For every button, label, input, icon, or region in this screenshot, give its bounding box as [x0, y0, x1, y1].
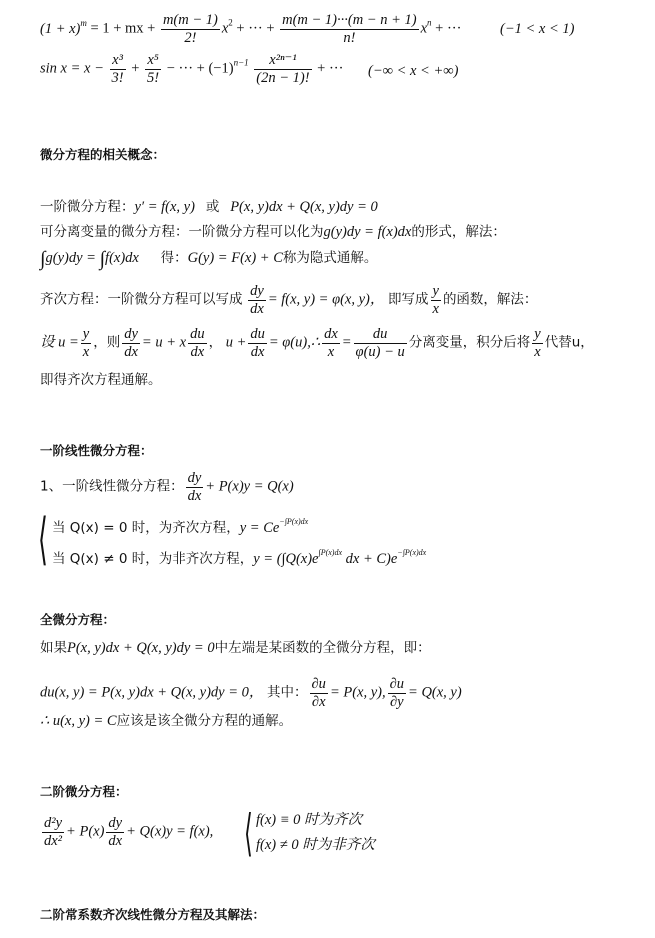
concepts-heading: 微分方程的相关概念： — [40, 147, 166, 162]
du-over-phi-fraction: $\frac{du}{\varphi(u) - u}$ — [355, 326, 405, 360]
integral-sign-icon: ∫ — [99, 248, 106, 270]
partial-u-x-fraction: $\frac{\partial u}{\partial x}$ — [311, 676, 326, 710]
constant-coefficient-heading: 二阶常系数齐次线性微分方程及其解法： — [40, 907, 266, 922]
separable-solution: ∫g(y)dy = ∫f(x)dx 得：G(y) = F(x) + C称为隐式通解。 — [40, 248, 378, 270]
exact-definition: 如果P(x, y)dx + Q(x, y)dy = 0中左端是某函数的全微分方程，即： — [40, 640, 431, 656]
sine-fraction-3: $\frac{\text{x²ⁿ⁻¹}}{(2n - 1)!}$ — [256, 52, 310, 86]
sine-series-formula: sin x = x − $\frac{\text{x³}}{3!}$ + $\frac{\text{x⁵}}{5!}$ − ··· + $(-1)^{n-1}$ $\frac{\text{x²ⁿ⁻¹}}{(2n - 1)!}$ + ··· — [40, 52, 344, 86]
sine-range: (−∞ < x < +∞) — [368, 63, 459, 79]
linear-heading: 一阶线性微分方程： — [40, 443, 153, 458]
dy-dx-fraction: $\frac{dy}{dx}$ — [108, 815, 123, 849]
homogeneous-solution: 设 u = $\frac{y}{x}$ ，则 $\frac{dy}{dx}$ = u + x $\frac{du}{dx}$ ， u + $\frac{du}{dx}$ = φ(u),∴ $\frac{dx}{x}$ = $\frac{du}{\varphi(u) - u}$ 分离变量，积分后将 $\frac{y}{x}$ 代替u， — [40, 326, 594, 360]
second-order-case-homogeneous: f(x) ≡ 0 时为齐次 — [256, 812, 363, 828]
first-order-definition: 一阶微分方程：y′ = f(x, y) 或 P(x, y)dx + Q(x, y)dy = 0 — [40, 199, 378, 215]
dy-dx-fraction: $\frac{dy}{dx}$ — [124, 326, 138, 360]
exact-total-differential: du(x, y) = P(x, y)dx + Q(x, y)dy = 0， 其中： $\frac{\partial u}{\partial x}$ = P(x, y), $\frac{\partial u}{\partial y}$ = Q(x, y) — [40, 676, 462, 710]
second-order-heading: 二阶微分方程： — [40, 784, 128, 799]
dx-over-x-fraction: $\frac{dx}{x}$ — [324, 326, 338, 360]
y-over-x-fraction: $\frac{y}{x}$ — [82, 326, 90, 360]
binomial-fraction-2: $\frac{m(m - 1)\cdot\cdot\cdot(m - n + 1)}{n!}$ — [282, 12, 417, 46]
second-order-equation: $\frac{\text{d²y}}{\text{dx²}}$ + P(x) $\frac{dy}{dx}$ + Q(x)y = f(x), — [44, 815, 214, 849]
sine-fraction-2: $\frac{\text{x⁵}}{5!}$ — [147, 52, 160, 86]
exact-general-solution: ∴ u(x, y) = C应该是该全微分方程的通解。 — [40, 713, 293, 729]
linear-case-nonhomogeneous: 当 Q(x) ≠ 0 时，为非齐次方程，$y = (\int Q(x)e^{\int P(x)dx}$ dx + $C)e^{-\int P(x)dx}$ — [52, 548, 427, 567]
dy-dx-fraction: $\frac{dy}{dx}$ — [250, 283, 264, 317]
du-dx-fraction: $\frac{du}{dx}$ — [190, 326, 205, 360]
second-order-case-nonhomogeneous: f(x) ≠ 0 时为非齐次 — [256, 837, 375, 853]
exact-heading: 全微分方程： — [40, 612, 116, 627]
homogeneous-definition: 齐次方程：一阶微分方程可以写成 $\frac{dy}{dx}$ = f(x, y) = φ(x, y)， 即写成 $\frac{y}{x}$ 的函数，解法： — [40, 283, 538, 317]
du-dx-fraction: $\frac{du}{dx}$ — [250, 326, 265, 360]
left-brace-icon: ⟨ — [244, 804, 253, 862]
binomial-range: (−1 < x < 1) — [500, 21, 575, 37]
binomial-fraction-1: $\frac{m(m - 1)}{2!}$ — [162, 12, 218, 46]
d2y-dx2-fraction: $\frac{\text{d²y}}{\text{dx²}}$ — [44, 815, 63, 849]
dy-dx-fraction: $\frac{dy}{dx}$ — [187, 470, 202, 504]
y-over-x-fraction: $\frac{y}{x}$ — [534, 326, 541, 360]
linear-equation: 1、一阶线性微分方程： $\frac{dy}{dx}$ + P(x)y = Q(x) — [40, 470, 294, 504]
separable-definition: 可分离变量的微分方程：一阶微分方程可以化为g(y)dy = f(x)dx的形式，解法： — [40, 224, 506, 240]
y-over-x-fraction: $\frac{y}{x}$ — [432, 283, 439, 317]
sine-fraction-1: $\frac{\text{x³}}{3!}$ — [111, 52, 124, 86]
linear-case-homogeneous: 当 Q(x) = 0 时，为齐次方程，$y = Ce^{-\int P(x)dx}$ — [52, 517, 309, 536]
left-brace-icon: ⟨ — [38, 507, 48, 572]
partial-u-y-fraction: $\frac{\partial u}{\partial y}$ — [389, 676, 405, 710]
integral-sign-icon: ∫ — [40, 248, 46, 270]
binomial-series-formula: $(1 + x)^m = 1$ + mx + $\frac{m(m - 1)}{2!}$ $x^2$ + ··· + $\frac{m(m - 1)\cdot\cdot\cdot(m - n + 1)}{n!}$ $x^n$ + ··· — [40, 12, 462, 46]
homogeneous-conclusion: 即得齐次方程通解。 — [40, 372, 162, 388]
